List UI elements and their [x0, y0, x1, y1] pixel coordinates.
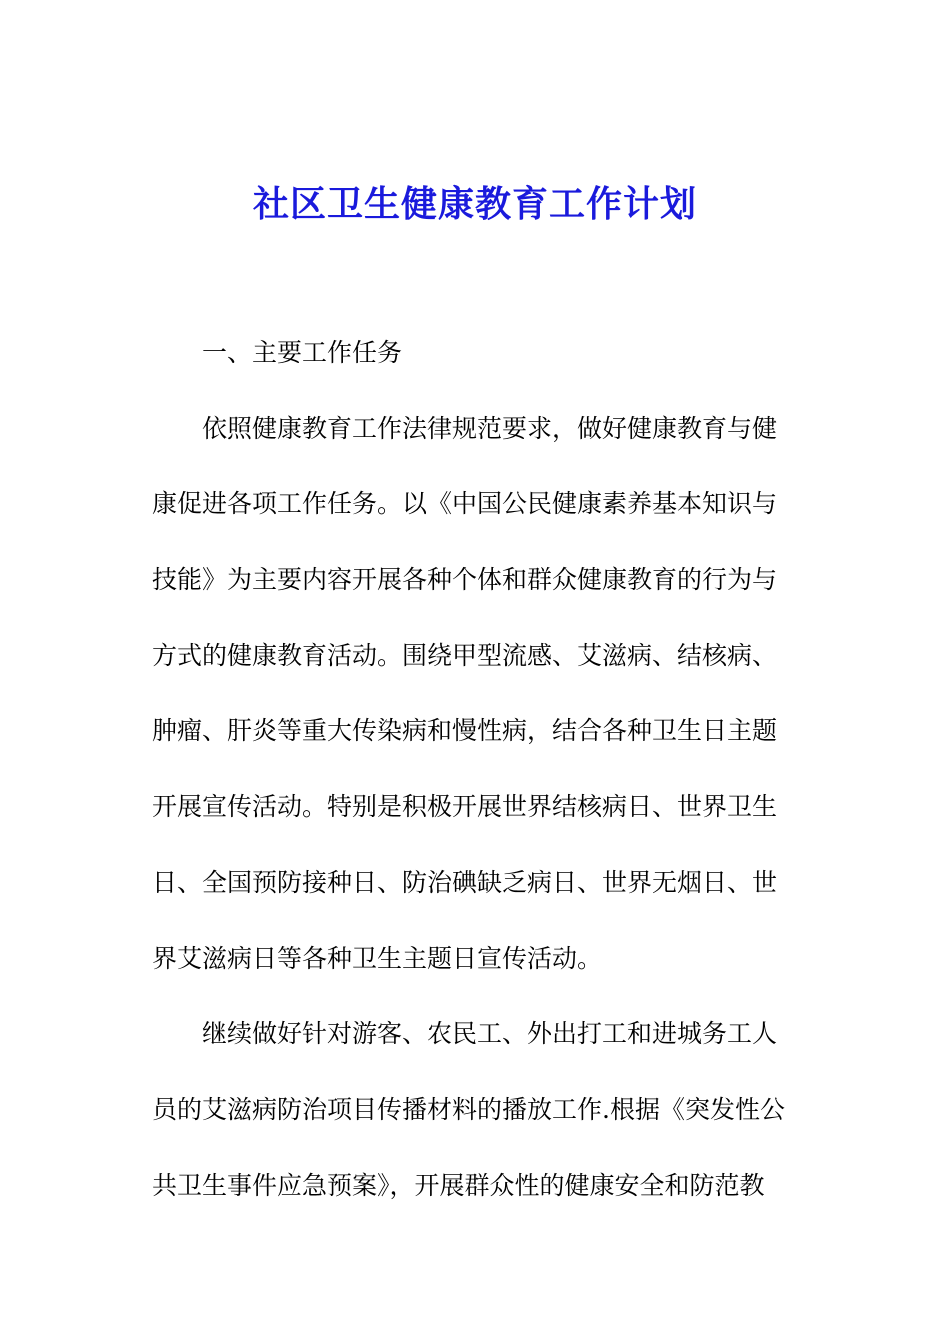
paragraph-line: 继续做好针对游客、农民工、外出打工和进城务工人 [202, 1019, 778, 1049]
paragraph-line: 方式的健康教育活动。围绕甲型流感、艾滋病、结核病、 [152, 640, 778, 670]
paragraph-line: 依照健康教育工作法律规范要求，做好健康教育与健 [202, 413, 778, 443]
document-body [152, 333, 798, 1241]
paragraph-line: 员的艾滋病防治项目传播材料的播放工作.根据《突发性公 [152, 1094, 785, 1124]
paragraph-line: 康促进各项工作任务。以《中国公民健康素养基本知识与 [152, 489, 778, 519]
paragraph-line: 共卫生事件应急预案》，开展群众性的健康安全和防范教 [152, 1170, 765, 1200]
document-title: 社区卫生健康教育工作计划 [252, 183, 697, 225]
paragraph-line: 界艾滋病日等各种卫生主题日宣传活动。 [152, 943, 603, 973]
paragraph-line: 开展宣传活动。特别是积极开展世界结核病日、世界卫生 [152, 792, 778, 822]
paragraph-line: 肿瘤、肝炎等重大传染病和慢性病，结合各种卫生日主题 [152, 716, 778, 746]
section-heading: 一、主要工作任务 [202, 338, 403, 367]
paragraph-line: 技能》为主要内容开展各种个体和群众健康教育的行为与 [152, 565, 778, 595]
paragraph-line: 日、全国预防接种日、防治碘缺乏病日、世界无烟日、世 [152, 867, 778, 897]
